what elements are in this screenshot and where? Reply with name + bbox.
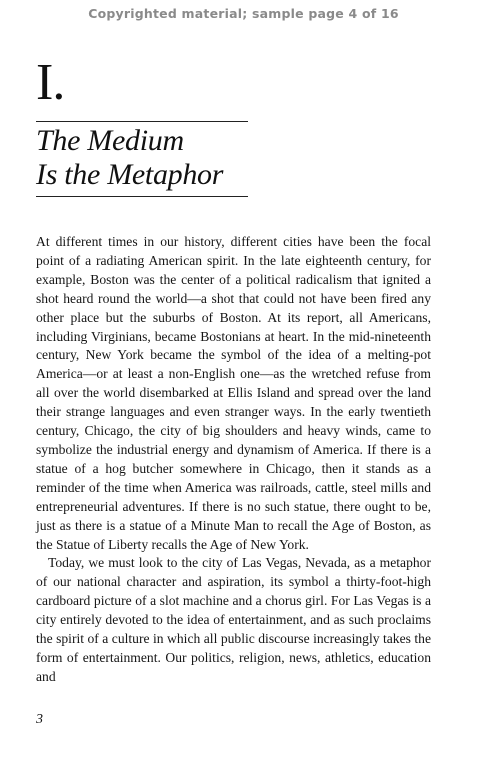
title-rule-top bbox=[36, 121, 248, 122]
paragraph-2: Today, we must look to the city of Las Vegas, Nevada, as a metaphor of our national character and aspiration, its symbol a thirty-foot-high cardboard picture of a slot machine and a chorus girl. For Las Vegas is a city entirely devoted to the idea of entertainment, and as such proclaims the spirit of a culture in which all public discourse increasingly takes the form of entertainment. Our politics, religion, news, athletics, education and bbox=[36, 555, 431, 684]
body-text bbox=[36, 233, 431, 687]
page-number: 3 bbox=[36, 712, 43, 727]
title-rule-bottom bbox=[36, 196, 248, 197]
chapter-title bbox=[36, 124, 296, 192]
chapter-title-line-1: The Medium bbox=[36, 124, 184, 157]
copyright-watermark: Copyrighted material; sample page 4 of 16 bbox=[88, 6, 399, 21]
chapter-number: I. bbox=[36, 54, 65, 111]
chapter-title-line-2: Is the Metaphor bbox=[36, 158, 224, 191]
paragraph-1: At different times in our history, different cities have been the focal point of a radiating American spirit. In the late eighteenth century, for example, Boston was the center of a political radicalism that ignited a shot heard round the world—a shot that could not have been fired any other place but the suburbs of Boston. At its report, all Americans, including Virginians, became Bostonians at heart. In the mid-nineteenth century, New York became the symbol of the idea of a melting-pot America—or at least a non-English one—as the wretched refuse from all over the world disembarked at Ellis Island and spread over the land their strange languages and even stranger ways. In the early twentieth century, Chicago, the city of big shoulders and heavy winds, came to symbolize the industrial energy and dynamism of America. If there is a statue of a hog butcher somewhere in Chicago, then it stands as a reminder of the time when America was railroads, cattle, steel mills and entrepreneurial adventures. If there is no such statue, there ought to be, just as there is a statue of a Minute Man to recall the Age of Boston, as the Statue of Liberty recalls the Age of New York. bbox=[36, 234, 431, 552]
